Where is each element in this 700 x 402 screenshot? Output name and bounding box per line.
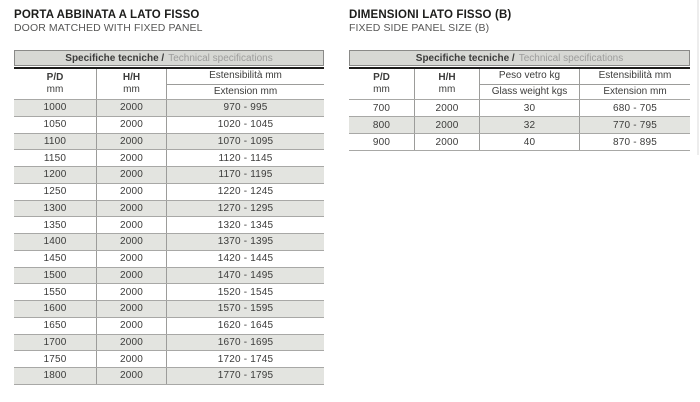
column-header-pd bbox=[349, 69, 414, 99]
table-cell: 1220 - 1245 bbox=[166, 184, 324, 200]
page-edge-artifact bbox=[697, 0, 699, 155]
table-cell: 2000 bbox=[96, 100, 166, 116]
column-label-english: Extension mm bbox=[213, 85, 278, 97]
table-cell: 2000 bbox=[96, 301, 166, 317]
section-title: PORTA ABBINATA A LATO FISSO bbox=[14, 9, 200, 21]
table-cell: 2000 bbox=[414, 117, 479, 133]
table-cell: 1050 bbox=[43, 119, 67, 131]
table-row bbox=[14, 100, 324, 117]
table-cell: 2000 bbox=[96, 351, 166, 367]
table-row bbox=[14, 301, 324, 318]
table-body bbox=[349, 100, 690, 151]
table-cell: 1150 bbox=[43, 152, 67, 164]
table-cell: 1250 bbox=[43, 186, 67, 198]
table-row bbox=[349, 134, 690, 151]
column-label-italian: Estensibilità mm bbox=[167, 69, 324, 85]
table-row bbox=[14, 150, 324, 167]
section-title: DIMENSIONI LATO FISSO (B) bbox=[349, 9, 512, 21]
table-cell: 2000 bbox=[96, 184, 166, 200]
section-subtitle: FIXED SIDE PANEL SIZE (B) bbox=[349, 22, 490, 34]
table-cell: 1300 bbox=[43, 202, 67, 214]
table-row bbox=[14, 251, 324, 268]
column-header-extension bbox=[579, 69, 690, 99]
table-cell: 1120 - 1145 bbox=[166, 150, 324, 166]
table-cell: 1450 bbox=[43, 253, 67, 265]
table-cell: 2000 bbox=[96, 201, 166, 217]
section-door-with-fixed-panel bbox=[14, 8, 324, 402]
column-label: P/D bbox=[373, 72, 390, 83]
table-cell: 970 - 995 bbox=[166, 100, 324, 116]
table-cell: 700 bbox=[372, 102, 391, 114]
table-cell: 1800 bbox=[43, 370, 67, 382]
table-row bbox=[14, 234, 324, 251]
table-cell: 1400 bbox=[43, 236, 67, 248]
table-cell: 900 bbox=[372, 136, 391, 148]
table-cell: 1420 - 1445 bbox=[166, 251, 324, 267]
table-cell: 2000 bbox=[96, 368, 166, 384]
table-cell: 1170 - 1195 bbox=[166, 167, 324, 183]
table-cell: 2000 bbox=[414, 134, 479, 150]
table-cell: 1100 bbox=[43, 135, 67, 147]
table-cell: 1200 bbox=[43, 169, 67, 181]
column-header-row bbox=[349, 69, 690, 100]
column-label-italian: Peso vetro kg bbox=[480, 69, 579, 85]
table-cell: 680 - 705 bbox=[579, 100, 690, 116]
table-cell: 1020 - 1045 bbox=[166, 117, 324, 133]
band-title-english: Technical specifications bbox=[168, 52, 273, 64]
band-title-italian: Specifiche tecniche / bbox=[415, 52, 515, 64]
table-cell: 2000 bbox=[96, 150, 166, 166]
column-header-pd bbox=[14, 69, 96, 99]
table-cell: 1500 bbox=[43, 269, 67, 281]
table-row bbox=[14, 184, 324, 201]
table-row bbox=[14, 134, 324, 151]
table-cell: 2000 bbox=[414, 100, 479, 116]
column-label-italian: Estensibilità mm bbox=[580, 69, 690, 85]
table-row bbox=[349, 117, 690, 134]
column-label: P/D bbox=[46, 72, 64, 83]
table-row bbox=[14, 201, 324, 218]
table-body bbox=[14, 100, 324, 385]
table-cell: 1770 - 1795 bbox=[166, 368, 324, 384]
table-cell: 1720 - 1745 bbox=[166, 351, 324, 367]
column-label-english: Extension mm bbox=[603, 85, 667, 97]
column-unit: mm bbox=[123, 84, 140, 95]
table-cell: 1670 - 1695 bbox=[166, 335, 324, 351]
table-cell: 870 - 895 bbox=[579, 134, 690, 150]
table-cell: 2000 bbox=[96, 167, 166, 183]
table-cell: 1270 - 1295 bbox=[166, 201, 324, 217]
table-cell: 2000 bbox=[96, 251, 166, 267]
column-header-hh bbox=[414, 69, 479, 99]
table-band bbox=[14, 50, 324, 66]
table-cell: 1000 bbox=[43, 102, 67, 114]
table-cell: 30 bbox=[479, 100, 579, 116]
table-cell: 1750 bbox=[43, 353, 67, 365]
table-row bbox=[14, 117, 324, 134]
table-cell: 32 bbox=[479, 117, 579, 133]
table-cell: 1600 bbox=[43, 303, 67, 315]
column-header-extension bbox=[166, 69, 324, 99]
table-cell: 2000 bbox=[96, 217, 166, 233]
table-row bbox=[14, 284, 324, 301]
table-cell: 1520 - 1545 bbox=[166, 284, 324, 300]
table-cell: 1070 - 1095 bbox=[166, 134, 324, 150]
table-cell: 1650 bbox=[43, 320, 67, 332]
table-row bbox=[14, 368, 324, 385]
column-unit: mm bbox=[373, 84, 390, 95]
table-cell: 1620 - 1645 bbox=[166, 318, 324, 334]
table-cell: 2000 bbox=[96, 134, 166, 150]
column-label: H/H bbox=[438, 72, 456, 83]
table-row bbox=[14, 351, 324, 368]
table-cell: 1700 bbox=[43, 336, 67, 348]
band-title-english: Technical specifications bbox=[518, 52, 624, 64]
spec-table-door bbox=[14, 50, 324, 385]
column-label: H/H bbox=[122, 72, 141, 83]
column-header-row bbox=[14, 69, 324, 100]
table-cell: 1350 bbox=[43, 219, 67, 231]
table-cell: 2000 bbox=[96, 318, 166, 334]
spec-table-panel bbox=[349, 50, 690, 151]
table-cell: 1550 bbox=[43, 286, 67, 298]
band-title-italian: Specifiche tecniche / bbox=[65, 52, 165, 64]
table-cell: 770 - 795 bbox=[579, 117, 690, 133]
column-label-english: Glass weight kgs bbox=[491, 85, 568, 97]
table-cell: 2000 bbox=[96, 284, 166, 300]
table-cell: 1370 - 1395 bbox=[166, 234, 324, 250]
table-row bbox=[14, 167, 324, 184]
table-band bbox=[349, 50, 690, 66]
table-cell: 2000 bbox=[96, 117, 166, 133]
column-unit: mm bbox=[438, 84, 456, 95]
table-row bbox=[14, 318, 324, 335]
table-cell: 2000 bbox=[96, 268, 166, 284]
table-cell: 1470 - 1495 bbox=[166, 268, 324, 284]
column-unit: mm bbox=[46, 84, 64, 95]
table-cell: 2000 bbox=[96, 335, 166, 351]
column-header-glass-weight bbox=[479, 69, 579, 99]
table-row bbox=[14, 335, 324, 352]
table-cell: 2000 bbox=[96, 234, 166, 250]
table-row bbox=[14, 217, 324, 234]
section-fixed-side-panel bbox=[349, 8, 690, 402]
table-row bbox=[349, 100, 690, 117]
section-subtitle: DOOR MATCHED WITH FIXED PANEL bbox=[14, 22, 203, 34]
table-cell: 800 bbox=[372, 119, 391, 131]
table-cell: 40 bbox=[479, 134, 579, 150]
table-cell: 1320 - 1345 bbox=[166, 217, 324, 233]
table-cell: 1570 - 1595 bbox=[166, 301, 324, 317]
table-row bbox=[14, 268, 324, 285]
column-header-hh bbox=[96, 69, 166, 99]
